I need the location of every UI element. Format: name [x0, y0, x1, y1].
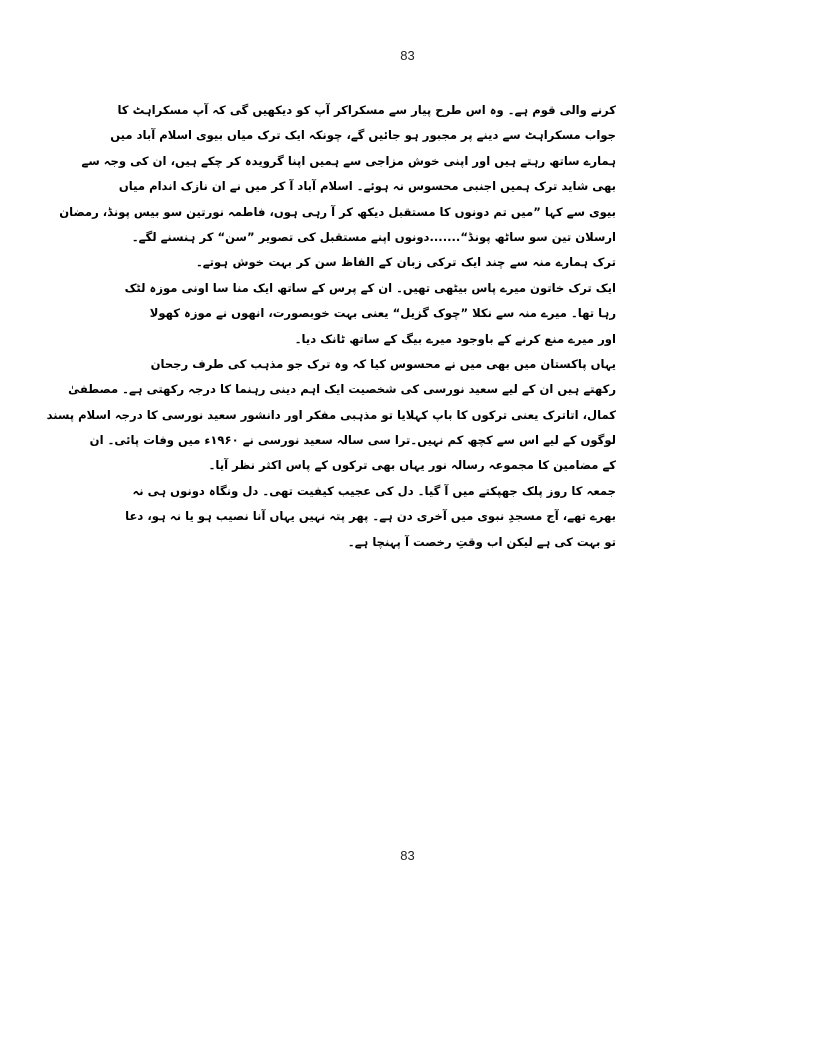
text-line: بھرے تھے، آج مسجدِ نبوی میں آخری دن ہے۔ پھر پتہ نہیں یہاں آنا نصیب ہو یا نہ ہو، دعا	[125, 509, 616, 524]
text-line: جواب مسکراہٹ سے دینے پر مجبور ہو جائیں گے، چونکہ ایک ترک میاں بیوی اسلام آباد میں	[110, 128, 616, 143]
paragraph-3	[46, 352, 616, 479]
text-line: ایک ترک خاتون میرے پاس بیٹھی تھیں۔ ان کے پرس کے ساتھ ایک منا سا اونی موزہ لٹک	[124, 280, 616, 295]
paragraph-1	[59, 98, 616, 250]
text-line: بیوی سے کہا ”میں تم دونوں کا مستقبل دیکھ کر آ رہی ہوں، فاطمہ نورتین سو بیس پونڈ، رمضان	[59, 204, 616, 219]
text-line: اور میرے منع کرنے کے باوجود میرے بیگ کے ساتھ ٹانک دیا۔	[294, 331, 616, 346]
text-line: ہمارے ساتھ رہتے ہیں اور اپنی خوش مزاجی سے ہمیں اپنا گرویدہ کر چکے ہیں، ان کی وجہ سے	[81, 153, 616, 168]
text-line: کرنے والی قوم ہے۔ وہ اس طرح پیار سے مسکراکر آپ کو دیکھیں گی کہ آپ مسکراہٹ کا	[117, 103, 616, 117]
text-line: تو بہت کی ہے لیکن اب وقتِ رخصت آ پہنچا ہے۔	[347, 534, 616, 549]
body-text	[46, 98, 616, 555]
text-line: کمال، اتاترک یعنی ترکوں کا باپ کہلایا تو مذہبی مفکر اور دانشور سعید نورسی کا درجہ اسلام پسند	[46, 407, 616, 422]
text-line: بھی شاید ترک ہمیں اجنبی محسوس نہ ہوئے۔ اسلام آباد آ کر میں نے ان نازک اندام میاں	[118, 179, 616, 194]
text-line: رکھتے ہیں ان کے لیے سعید نورسی کی شخصیت ایک اہم دینی رہنما کا درجہ رکھتی ہے۔ مصطفیٰ	[68, 382, 616, 397]
paragraph-4	[125, 479, 616, 555]
page-number-top: 83	[400, 48, 415, 63]
text-line: ارسلان تین سو ساٹھ پونڈ“.......دونوں اپنے مستقبل کی تصویر ”سن“ کر ہنسنے لگے۔	[131, 229, 616, 244]
text-line: جمعہ کا روز پلک جھپکتے میں آ گیا۔ دل کی عجیب کیفیت تھی۔ دل ونگاہ دونوں ہی نہ	[132, 483, 616, 498]
text-line: رہا تھا۔ میرے منہ سے نکلا ”چوک گزیل“ یعنی بہت خوبصورت، انھوں نے موزہ کھولا	[149, 306, 616, 321]
text-line: لوگوں کے لیے اس سے کچھ کم نہیں۔ترا سی سالہ سعید نورسی نے ۱۹۶۰ء میں وفات پائی۔ ان	[89, 433, 616, 448]
page-number-bottom: 83	[400, 848, 415, 863]
text-line: ترک ہمارے منہ سے چند ایک ترکی زبان کے الفاظ سن کر بہت خوش ہوتے۔	[196, 255, 616, 270]
text-line: یہاں پاکستان میں بھی میں نے محسوس کیا کہ وہ ترک جو مذہب کی طرف رجحان	[150, 356, 616, 371]
paragraph-2	[124, 250, 616, 352]
text-line: کے مضامین کا مجموعہ رسالہ نور یہاں بھی ترکوں کے پاس اکثر نظر آیا۔	[208, 458, 616, 473]
